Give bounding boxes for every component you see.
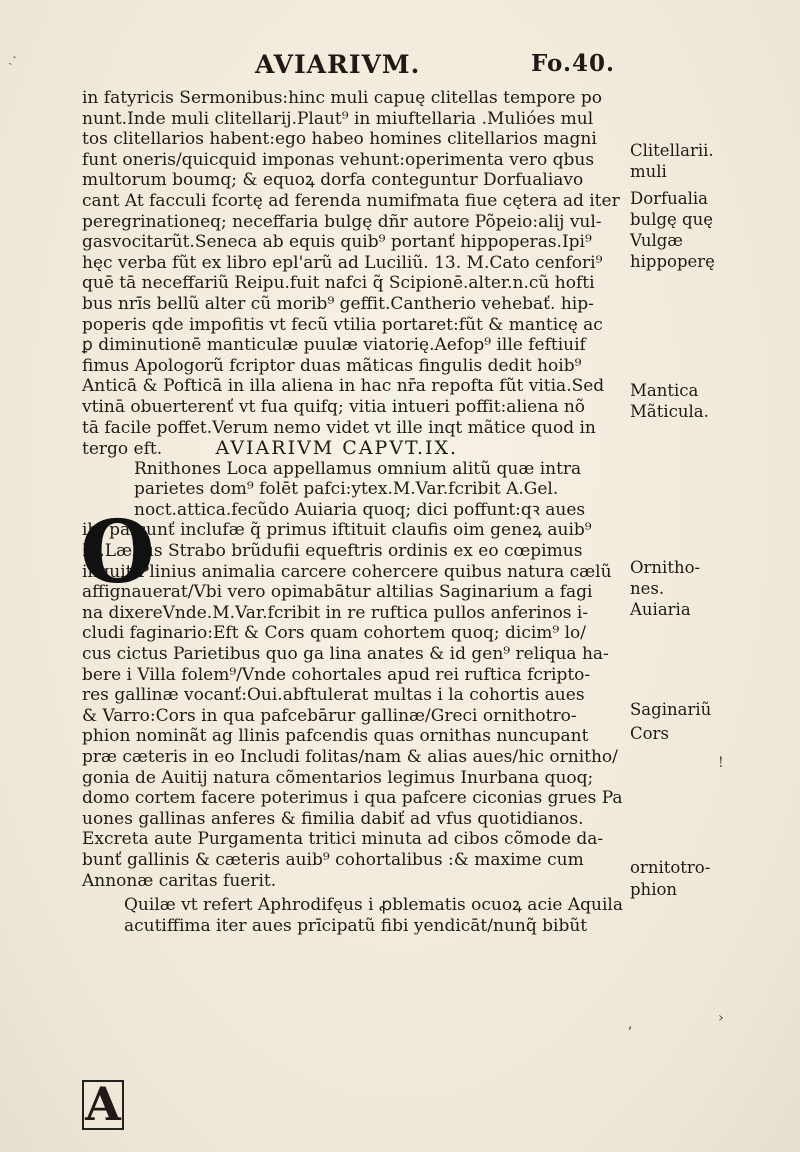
text-line: phion nominãt ag llinis pafcendis quas ornithas nuncupant — [82, 726, 589, 747]
text-line: bere i Villa folem⁹/Vnde cohortales apud rei ruftica fcripto- — [82, 664, 591, 685]
margin-note: Ornitho- — [630, 558, 701, 577]
text-line: na dixereVnde.M.Var.fcribit in re ruftica pullos anferinos i- — [82, 602, 589, 623]
text-line: ꝑ diminutionē manticulæ puulæ viatorię.Aefop⁹ ille feftiuif — [82, 335, 586, 356]
text-line: inquit Plinius animalia carcere cohercere quibus natura cælũ — [82, 561, 612, 582]
margin-note: hippoperę — [630, 252, 715, 271]
text-line: tā facile poffet.Verum nemo videt vt ille inqt mãtice quod in — [82, 417, 596, 438]
margin-note: Vulgæ — [630, 231, 683, 250]
text-line: vtinā obuerterenť vt fua quifq; vitia intueri poffit:aliena nõ — [82, 396, 586, 417]
main-text-column — [82, 88, 627, 936]
margin-mark: ! — [718, 755, 724, 771]
margin-note: muli — [630, 162, 667, 181]
text-line: hęc verba fũt ex libro epl'arũ ad Luciliũ. 13. M.Cato cenfori⁹ — [82, 252, 603, 273]
text-line: præ cæteris in eo Includi folitas/nam & alias aues/hic ornitho/ — [82, 747, 618, 767]
text-line: bus nrīs bellũ alter cũ morib⁹ geffit.Cantherio vehebať. hip- — [82, 293, 594, 314]
margin-mark: › — [718, 1010, 724, 1026]
margin-note: Auiaria — [630, 600, 691, 619]
margin-note: nes. — [630, 579, 665, 598]
margin-note: Saginariũ — [630, 700, 712, 719]
text-line: Annonæ caritas fuerit. — [82, 870, 277, 891]
margin-note: Cors — [630, 724, 669, 743]
text-line: affignauerat/Vbi vero opimabātur altilias Saginarium a fagi — [82, 582, 593, 603]
text-line: M.Lælius Strabo brũdufii equeftris ordinis ex eo cœpimus — [82, 541, 583, 562]
text-line: peregrinationeq; neceffaria bulgę dñr autore Põpeio:alij vul- — [82, 211, 602, 232]
decorated-initial-a: A — [82, 1080, 124, 1130]
text-line: fimus Apologorũ fcriptor duas mãticas fingulis dedit hoib⁹ — [82, 355, 582, 376]
text-line: & Varro:Cors in qua pafcebārur gallinæ/Greci ornithotro- — [82, 705, 577, 726]
text-line: funt oneris/quicquid imponas vehunt:operimenta vero qbus — [82, 149, 595, 170]
text-line: tos clitellarios habent:ego habeo homines clitellarios magni — [82, 129, 597, 150]
text-line: cludi faginario:Eft & Cors quam cohortem quoq; dicim⁹ lo/ — [82, 623, 587, 644]
text-line: ibi pafcunť inclufæ q̃ primus iftituit claufis oim geneꝝ auib⁹ — [82, 520, 592, 541]
text-line: gonia de Auitij natura cõmentarios legimus Inurbana quoq; — [82, 767, 594, 788]
margin-note: phion — [630, 880, 678, 899]
folio-number: Fo.40. — [530, 50, 615, 77]
text-line: Quilæ vt refert Aphrodifęus i ꝓblematis ocuoꝝ acie Aquila — [124, 895, 623, 916]
text-line: in fatyricis Sermonibus:hinc muli capuę clitellas tempore po — [82, 88, 602, 108]
text-line: domo cortem facere poterimus i qua pafcere ciconias grues Pa — [82, 788, 623, 809]
margin-note: Clitellarii. — [630, 141, 714, 160]
text-line: res gallinæ vocanť:Oui.abftulerat multas i la cohortis aues — [82, 685, 585, 706]
text-line: Anticā & Pofticā in illa aliena in hac nr̄a repofta fũt vitia.Sed — [82, 376, 605, 397]
text-line: multorum boumq; & equoꝝ dorfa conteguntur Dorfualiavo — [82, 170, 584, 191]
text-line: poperis qde impofitis vt fecũ vtilia portaret:fũt & manticę ac — [82, 314, 603, 335]
running-title: AVIARIVM. — [255, 50, 421, 79]
text-line: quē tā neceffariũ Reipu.fuit nafci q̃ Scipionē.alter.n.cũ hofti — [82, 273, 595, 294]
decorated-initial-o: O — [80, 502, 155, 603]
text-line: gasvocitarũt.Seneca ab equis quib⁹ portanť hippoperas.Ipi⁹ — [82, 232, 592, 253]
running-header — [255, 50, 615, 86]
margin-mark: , — [628, 1016, 633, 1032]
margin-note: Mãticula. — [630, 402, 709, 421]
margin-note: ornitotro- — [630, 858, 711, 877]
page-edge-mark: ˎ⸱ — [8, 50, 17, 66]
text-line: parietes dom⁹ folēt pafci:ytex.M.Var.fcribit A.Gel. — [134, 479, 559, 500]
margin-note: Dorfualia — [630, 189, 709, 208]
text-line: Rnithones Loca appellamus omnium alitũ quæ intra — [134, 458, 582, 479]
margin-note: Mantica — [630, 381, 699, 400]
text-line: bunť gallinis & cæteris auib⁹ cohortalibus :& maxime cum — [82, 849, 584, 870]
text-line: noct.attica.fecũdo Auiaria quoq; dici poffunt:qꝛ aues — [134, 499, 586, 520]
text-line: acutiffima iter aues prīcipatũ fibi yendicāt/nunq̃ bibũt — [124, 915, 588, 936]
text-line: nunt.Inde muli clitellarij.Plaut⁹ in miuftellaria .Mulióes mul — [82, 108, 594, 129]
margin-note: bulgę quę — [630, 210, 713, 229]
text-line: cus cictus Parietibus quo ga lina anates & id gen⁹ reliqua ha- — [82, 644, 609, 665]
text-line-end: tergo eft. — [82, 439, 163, 460]
text-line: uones gallinas anferes & fimilia dabiť ad vfus quotidianos. — [82, 808, 584, 829]
text-line: Excreta aute Purgamenta tritici minuta ad cibos cõmode da- — [82, 829, 604, 850]
chapter-heading: AVIARIVM CAPVT.IX. — [215, 437, 459, 460]
text-line — [82, 438, 627, 459]
text-line: cant At facculi fcortę ad ferenda numifmata fiue cętera ad iter — [82, 190, 620, 211]
